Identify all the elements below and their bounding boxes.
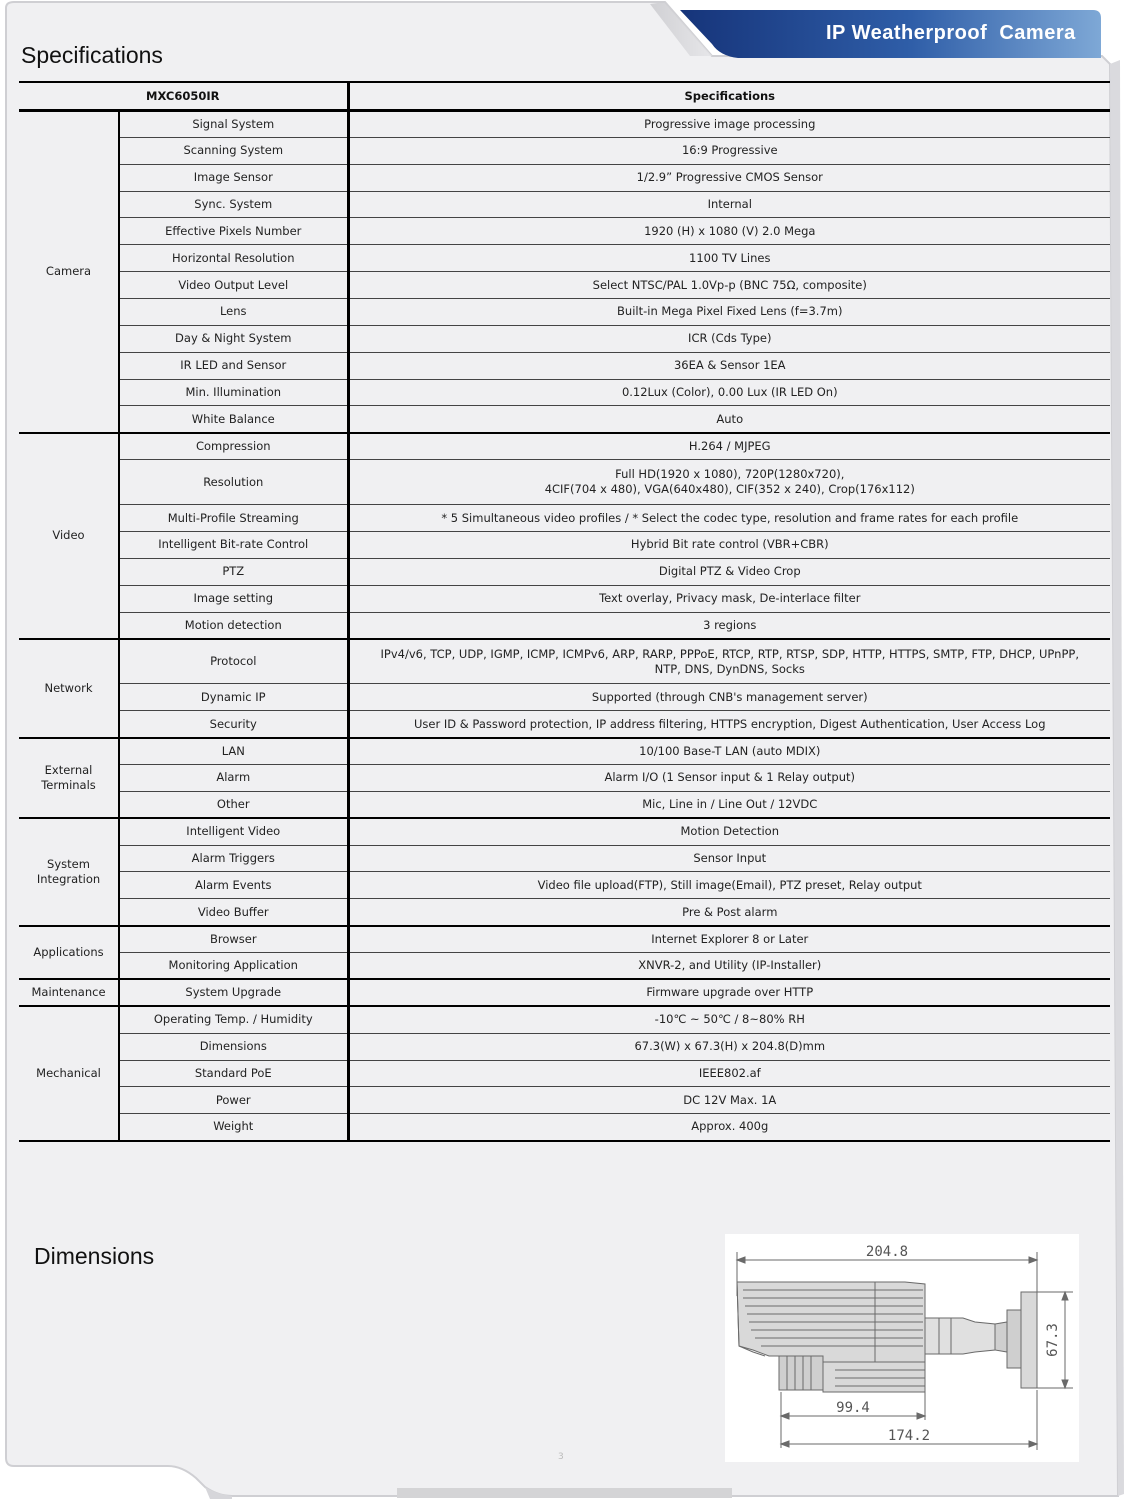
table-row — [19, 1087, 1110, 1114]
spec-value — [348, 953, 1110, 980]
spec-value-line: Sensor Input — [693, 851, 767, 866]
spec-item: Sync. System — [119, 191, 348, 218]
table-row — [19, 1114, 1110, 1141]
spec-group — [19, 979, 1110, 1006]
table-row — [19, 612, 1110, 639]
spec-value — [348, 379, 1110, 406]
spec-value — [348, 406, 1110, 433]
spec-value — [348, 639, 1110, 684]
table-row — [19, 872, 1110, 899]
spec-value — [348, 845, 1110, 872]
spec-value — [348, 352, 1110, 379]
spec-value-line: Internal — [707, 197, 752, 211]
spec-value-line: 3 regions — [703, 617, 757, 632]
spec-value — [348, 585, 1110, 612]
table-row — [19, 1006, 1110, 1033]
spec-value-line: 1100 TV Lines — [689, 250, 771, 265]
spec-item: Intelligent Video — [119, 818, 348, 845]
spec-value-line: ICR (Cds Type) — [688, 331, 772, 346]
spec-value — [348, 926, 1110, 953]
table-row — [19, 218, 1110, 245]
spec-item: Browser — [119, 926, 348, 953]
table-row — [19, 164, 1110, 191]
spec-value-line: DC 12V Max. 1A — [683, 1092, 777, 1107]
spec-item: Alarm — [119, 765, 348, 792]
group-label-text: Network — [44, 680, 93, 695]
specifications-heading: Specifications — [21, 42, 163, 68]
specifications-table — [19, 81, 1110, 1142]
table-row — [19, 899, 1110, 926]
spec-group — [19, 1006, 1110, 1140]
group-label — [19, 639, 119, 738]
group-label-text: External — [44, 762, 93, 777]
spec-value-line: * 5 Simultaneous video profiles / * Select the codec type, resolution and frame rates for each profile — [441, 510, 1019, 525]
table-row — [19, 711, 1110, 738]
table-row — [19, 191, 1110, 218]
spec-group — [19, 111, 1110, 433]
table-row — [19, 111, 1110, 138]
spec-item: Alarm Triggers — [119, 845, 348, 872]
camera-drawing-svg — [725, 1234, 1079, 1462]
table-row — [19, 245, 1110, 272]
table-row — [19, 1033, 1110, 1060]
spec-group — [19, 818, 1110, 925]
table-row — [19, 738, 1110, 765]
spec-value-line: -10℃ ~ 50℃ / 8~80% RH — [654, 1012, 805, 1027]
spec-item: Resolution — [119, 460, 348, 505]
spec-value — [348, 1060, 1110, 1087]
spec-item: IR LED and Sensor — [119, 352, 348, 379]
table-row — [19, 845, 1110, 872]
spec-item: Signal System — [119, 111, 348, 138]
spec-group — [19, 738, 1110, 819]
spec-item: Weight — [119, 1114, 348, 1141]
spec-value-line: Alarm I/O (1 Sensor input & 1 Relay output) — [604, 770, 856, 785]
spec-item: Security — [119, 711, 348, 738]
table-row — [19, 325, 1110, 352]
table-row — [19, 379, 1110, 406]
spec-value-line: 1920 (H) x 1080 (V) 2.0 Mega — [644, 223, 816, 238]
spec-item: Image Sensor — [119, 164, 348, 191]
group-label-text: Camera — [45, 264, 92, 279]
spec-item: LAN — [119, 738, 348, 765]
table-row — [19, 684, 1110, 711]
spec-item: Operating Temp. / Humidity — [119, 1006, 348, 1033]
spec-item: Lens — [119, 299, 348, 326]
spec-item: Min. Illumination — [119, 379, 348, 406]
spec-value-line: Full HD(1920 x 1080), 720P(1280x720), — [615, 467, 845, 482]
table-row — [19, 406, 1110, 433]
table-row — [19, 926, 1110, 953]
spec-value-line: Approx. 400g — [691, 1119, 769, 1134]
spec-value — [348, 245, 1110, 272]
spec-value — [348, 325, 1110, 352]
spec-value-line: Supported (through CNB's management server) — [591, 689, 868, 704]
spec-item: Monitoring Application — [119, 953, 348, 980]
spec-value-line: Hybrid Bit rate control (VBR+CBR) — [630, 537, 829, 552]
table-row — [19, 953, 1110, 980]
spec-value — [348, 791, 1110, 818]
group-label — [19, 979, 119, 1006]
spec-item: Power — [119, 1087, 348, 1114]
spec-value — [348, 191, 1110, 218]
spec-value — [348, 299, 1110, 326]
spec-value-line: User ID & Password protection, IP address filtering, HTTPS encryption, Digest Authentication, User Access Log — [414, 716, 1046, 731]
spec-item: Other — [119, 791, 348, 818]
group-label — [19, 433, 119, 639]
spec-value — [348, 164, 1110, 191]
spec-item: White Balance — [119, 406, 348, 433]
spec-item: Motion detection — [119, 612, 348, 639]
spec-value-line: 4CIF(704 x 480), VGA(640x480), CIF(352 x 240), Crop(176x112) — [544, 482, 915, 497]
spec-value — [348, 818, 1110, 845]
dimension-height-label: 67.3 — [1045, 1323, 1061, 1357]
group-label-text: Integration — [36, 871, 101, 886]
table-row — [19, 532, 1110, 559]
table-row — [19, 979, 1110, 1006]
spec-value-line: Select NTSC/PAL 1.0Vp-p (BNC 75Ω, composite) — [592, 277, 867, 292]
spec-value-line: H.264 / MJPEG — [688, 438, 771, 453]
group-label-text: Maintenance — [31, 985, 106, 1000]
spec-value — [348, 711, 1110, 738]
spec-value — [348, 612, 1110, 639]
spec-item: Dynamic IP — [119, 684, 348, 711]
spec-group — [19, 926, 1110, 980]
spec-item: Image setting — [119, 585, 348, 612]
spec-value — [348, 558, 1110, 585]
spec-value — [348, 738, 1110, 765]
spec-value-line: Firmware upgrade over HTTP — [646, 985, 814, 1000]
table-row — [19, 558, 1110, 585]
table-row — [19, 272, 1110, 299]
dimension-drawing — [725, 1234, 1079, 1462]
table-row — [19, 460, 1110, 505]
spec-value-line: Video file upload(FTP), Still image(Email), PTZ preset, Relay output — [537, 877, 922, 892]
table-header-row — [19, 82, 1110, 111]
spec-value — [348, 1006, 1110, 1033]
spec-item: PTZ — [119, 558, 348, 585]
spec-value-line: Internet Explorer 8 or Later — [651, 931, 809, 946]
spec-item: Protocol — [119, 639, 348, 684]
group-label — [19, 738, 119, 819]
spec-value-line: Digital PTZ & Video Crop — [658, 564, 801, 579]
table-row — [19, 505, 1110, 532]
spec-value-line: 0.12Lux (Color), 0.00 Lux (IR LED On) — [621, 385, 838, 400]
spec-value-line: 1/2.9” Progressive CMOS Sensor — [636, 170, 823, 185]
spec-item: Scanning System — [119, 137, 348, 164]
spec-item: Multi-Profile Streaming — [119, 505, 348, 532]
spec-group — [19, 639, 1110, 738]
spec-value — [348, 505, 1110, 532]
table-row — [19, 639, 1110, 684]
spec-item: Intelligent Bit-rate Control — [119, 532, 348, 559]
spec-item: Compression — [119, 433, 348, 460]
group-label-text: System — [47, 856, 90, 871]
spec-item: Video Buffer — [119, 899, 348, 926]
spec-item: Effective Pixels Number — [119, 218, 348, 245]
table-row — [19, 352, 1110, 379]
table-row — [19, 137, 1110, 164]
table-row — [19, 433, 1110, 460]
spec-value — [348, 1114, 1110, 1141]
spec-value-line: Text overlay, Privacy mask, De-interlace filter — [599, 591, 861, 606]
group-label — [19, 926, 119, 980]
spec-item: Day & Night System — [119, 325, 348, 352]
dimension-body-label: 99.4 — [836, 1400, 870, 1416]
spec-value — [348, 979, 1110, 1006]
table-row — [19, 791, 1110, 818]
dimension-bracket-label: 174.2 — [887, 1428, 931, 1444]
table-row — [19, 818, 1110, 845]
spec-value-line: 67.3(W) x 67.3(H) x 204.8(D)mm — [634, 1039, 826, 1054]
spec-value-line: 36EA & Sensor 1EA — [673, 358, 786, 373]
page-number: 3 — [558, 1452, 564, 1462]
spec-value-line: IEEE802.af — [698, 1065, 761, 1080]
spec-item: Alarm Events — [119, 872, 348, 899]
spec-value-line: Motion Detection — [680, 824, 780, 839]
spec-group — [19, 433, 1110, 639]
group-label-text: Applications — [33, 945, 104, 960]
horizontal-scrollbar[interactable] — [397, 1488, 732, 1498]
group-label-text: Terminals — [41, 777, 96, 792]
spec-value-line: 10/100 Base-T LAN (auto MDIX) — [639, 743, 821, 758]
dimensions-heading: Dimensions — [34, 1243, 155, 1269]
spec-value — [348, 137, 1110, 164]
specifications-header: Specifications — [348, 82, 1110, 111]
spec-value — [348, 1087, 1110, 1114]
spec-value-line: Mic, Line in / Line Out / 12VDC — [642, 797, 818, 812]
spec-value — [348, 765, 1110, 792]
group-label-text: Mechanical — [36, 1065, 101, 1080]
table-row — [19, 585, 1110, 612]
group-label — [19, 1006, 119, 1140]
spec-value — [348, 218, 1110, 245]
spec-value-line: Built-in Mega Pixel Fixed Lens (f=3.7m) — [617, 304, 843, 319]
spec-item: System Upgrade — [119, 979, 348, 1006]
spec-value — [348, 433, 1110, 460]
spec-value-line: Pre & Post alarm — [682, 904, 778, 919]
spec-item: Standard PoE — [119, 1060, 348, 1087]
spec-value — [348, 272, 1110, 299]
group-label-text: Video — [52, 528, 85, 543]
spec-value-line: NTP, DNS, DynDNS, Socks — [654, 661, 805, 676]
spec-value-line: Auto — [716, 411, 744, 426]
spec-value — [348, 532, 1110, 559]
spec-value-line: XNVR-2, and Utility (IP-Installer) — [638, 958, 822, 973]
spec-value — [348, 684, 1110, 711]
spec-item: Horizontal Resolution — [119, 245, 348, 272]
spec-item: Dimensions — [119, 1033, 348, 1060]
dimension-overall-label: 204.8 — [865, 1244, 909, 1260]
spec-value — [348, 899, 1110, 926]
table-row — [19, 299, 1110, 326]
group-label — [19, 111, 119, 433]
spec-value — [348, 1033, 1110, 1060]
banner-title: IP Weatherproof Camera — [826, 22, 1076, 44]
spec-item: Video Output Level — [119, 272, 348, 299]
spec-value — [348, 111, 1110, 138]
spec-value-line: IPv4/v6, TCP, UDP, IGMP, ICMP, ICMPv6, ARP, RARP, PPPoE, RTCP, RTP, RTSP, SDP, HTTP, HTTPS, SMTP, FTP, DHCP, UPnPP, — [380, 646, 1079, 661]
spec-value — [348, 872, 1110, 899]
spec-value-line: Progressive image processing — [644, 116, 816, 131]
group-label — [19, 818, 119, 925]
spec-value-line: 16:9 Progressive — [681, 143, 778, 158]
table-row — [19, 1060, 1110, 1087]
model-header: MXC6050IR — [19, 82, 348, 111]
table-row — [19, 765, 1110, 792]
spec-value — [348, 460, 1110, 505]
